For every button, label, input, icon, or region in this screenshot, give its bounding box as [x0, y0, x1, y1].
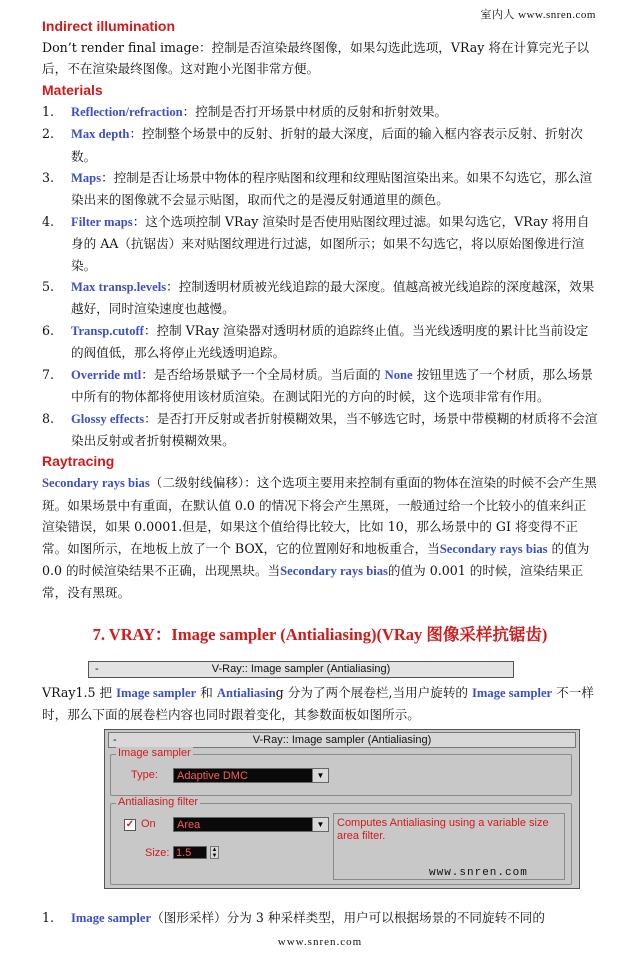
text-run: 不一样时，那么下面的展卷栏内容也同时跟着变化，其参数面板如图所示。 — [42, 685, 594, 723]
term-description: ：控制 VRay 渲染器对透明材质的追踪终止值。当光线透明度的累计比当前设定的阀值低，那么将停止光线透明追踪。 — [71, 322, 589, 361]
size-label: Size: — [145, 847, 170, 859]
group-antialiasing-filter — [110, 796, 572, 885]
term: None — [384, 367, 413, 382]
list-number: 4. — [42, 213, 55, 229]
panel-wrapper — [41, 729, 580, 889]
term: Image sampler — [116, 686, 197, 700]
rollout-bar-image-sampler[interactable] — [88, 661, 514, 678]
list-number: 8. — [42, 410, 55, 426]
term-description: （二级射线偏移）：这个选项主要用来控制有重面的物体在渲染的时候不会产生黑斑。如果场景中有重面，在默认值 0.0 的情况下将会产生黑斑，一般通过给一个比较小的值来纠正渲染错误，如果 0.0001.但是，如果这个值给得比较大，比如 10，那么场景中的 GI 将变得不正常。如图所示，在地板上放了一个 BOX，它的位置刚好和地板重合，当 — [42, 475, 597, 556]
term: Glossy effects — [71, 411, 145, 426]
type-dropdown[interactable] — [173, 768, 329, 783]
term: Secondary rays bias — [439, 541, 548, 556]
page-footer: www.snren.com — [277, 936, 363, 948]
type-dropdown-value: Adaptive DMC — [177, 770, 248, 782]
text-run: VRay1.5 把 — [42, 685, 117, 700]
term-description: ：控制是否打开场景中材质的反射和折射效果。 — [182, 103, 448, 119]
term-description: （图形采样）分为 3 种采样类型，用户可以根据场景的不同旋转不同的 — [151, 910, 545, 925]
list-item — [42, 167, 598, 211]
list-number: 1. — [42, 103, 55, 119]
group-image-sampler — [110, 747, 572, 796]
list-item — [42, 408, 598, 452]
heading-indirect-illumination: Indirect illumination — [42, 18, 176, 34]
term: Image sampler — [472, 686, 553, 700]
term: Max transp.levels — [71, 280, 167, 295]
type-label: Type: — [131, 769, 158, 781]
rollout-wrapper — [46, 661, 514, 678]
on-label: On — [141, 818, 156, 830]
paragraph-raytracing — [42, 472, 598, 603]
term: Maps — [71, 171, 102, 186]
heading-raytracing: Raytracing — [42, 453, 115, 470]
document-body — [42, 16, 598, 653]
filter-dropdown-value: Area — [177, 819, 201, 831]
term-description: ：是否给场景赋予一个全局材质。当后面的 — [141, 366, 385, 382]
term-description: ：控制透明材质被光线追踪的最大深度。值越高被光线追踪的深度越深，效果越好，同时渲染速度也越慢。 — [71, 279, 595, 317]
list-item — [42, 101, 598, 123]
list-item — [42, 320, 598, 364]
term-description: ：这个选项控制 VRay 渲染时是否使用贴图纹理过滤。如果勾选它，VRay 将用自身的 AA（抗锯齿）来对贴图纹理进行过滤，如图所示；如果不勾选它，将以原始图像进行渲染。 — [71, 213, 590, 273]
group-label: Antialiasing filter — [118, 796, 199, 808]
chevron-down-icon[interactable]: ▼ — [312, 818, 328, 831]
list-number: 5. — [42, 279, 55, 295]
list-number: 2. — [42, 126, 55, 142]
term: Override mtl — [71, 367, 142, 382]
term: Transp.cutoff — [71, 323, 144, 338]
page-header: 室内人 www.snren.com — [480, 9, 596, 21]
paragraph-indirect: Don’t render final image：控制是否渲染最终图像，如果勾选此选项，VRay 将在计算完光子以后，不在渲染最终图像。这对跑小光图非常方便。 — [42, 40, 590, 77]
list-item — [42, 211, 598, 276]
term: Secondary rays bias — [280, 563, 388, 578]
size-spinner-icon[interactable]: ▲ ▼ — [211, 847, 218, 859]
chevron-down-icon[interactable]: ▼ — [312, 769, 328, 782]
collapse-icon[interactable]: - — [113, 734, 117, 746]
rollout-label: V-Ray:: Image sampler (Antialiasing) — [211, 663, 391, 675]
term: Secondary rays bias — [42, 476, 150, 491]
image-sampler-panel — [104, 729, 580, 889]
list-number: 7. — [42, 366, 55, 382]
term-description: ：是否打开反射或者折射模糊效果，当不够选它时，场景中带模糊的材质将不会渲染出反射或者折射模糊效果。 — [71, 410, 598, 448]
panel-title: V-Ray:: Image sampler (Antialiasing) — [252, 734, 432, 746]
list-item — [42, 907, 627, 929]
term: Antialiasin — [216, 686, 276, 700]
text-run: g 分为了两个展卷栏,当用户旋转的 — [275, 685, 473, 700]
list-number: 6. — [42, 322, 55, 338]
term-description: ：控制整个场景中的反射、折射的最大深度，后面的输入框内容表示反射、折射次数。 — [71, 126, 583, 164]
on-checkbox[interactable]: ✓ — [125, 819, 135, 830]
term-description: ：控制是否让场景中物体的程序贴图和纹理和纹理贴图渲染出来。如果不勾选它，那么渲染出来的图像就不会显示贴图，取而代之的是漫反射通道里的颜色。 — [71, 170, 593, 208]
text-run: 和 — [196, 685, 217, 700]
panel-title-bar[interactable] — [108, 732, 576, 748]
section-7-title: 7. VRAY：Image sampler (Antialiasing)(VRay 图像采样抗锯齿) — [92, 624, 548, 644]
collapse-icon[interactable]: - — [95, 663, 99, 675]
size-input[interactable]: 1.5 — [173, 846, 207, 859]
term-description: 的值为 0.001 的时候，渲染结果正常，没有黑斑。 — [42, 562, 584, 601]
term: Image sampler — [71, 911, 152, 925]
list-item — [42, 276, 598, 320]
group-label: Image sampler — [118, 747, 191, 759]
heading-materials: Materials — [42, 81, 103, 98]
list-item — [42, 364, 598, 408]
term: Reflection/refraction — [71, 104, 183, 119]
list-item — [42, 123, 598, 167]
filter-dropdown[interactable] — [173, 817, 329, 832]
term-description: 的值为 0.0 的时候渲染结果不正确，出现黑块。当 — [42, 540, 590, 578]
term: Filter maps — [71, 214, 133, 229]
term: Max depth — [71, 127, 130, 142]
filter-description-text: Computes Antialiasing using a variable size area filter. — [337, 817, 549, 842]
term-description: 按钮里选了一个材质，那么场景中所有的物体都将使用该材质渲染。在测试阳光的方向的时候，这个选项非常有作用。 — [71, 366, 593, 405]
list-number: 3. — [42, 170, 55, 186]
paragraph-section7 — [42, 682, 598, 726]
watermark: www.snren.com — [429, 867, 528, 879]
list-number: 1. — [42, 910, 55, 925]
